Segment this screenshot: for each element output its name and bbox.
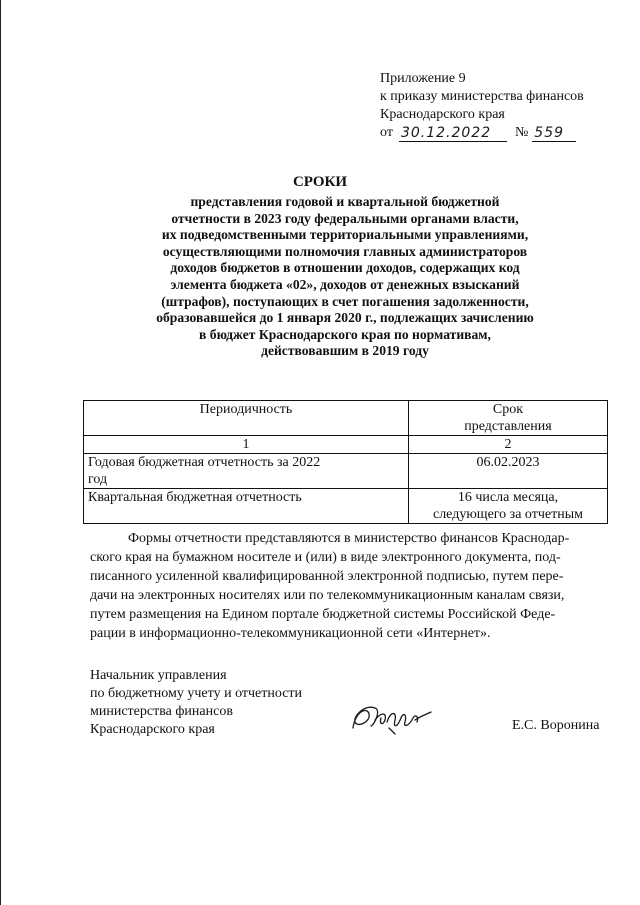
body-line: рации в информационно-телекоммуникационной сети «Интернет». — [90, 626, 491, 641]
number-label: № — [514, 125, 529, 140]
order-date-handwritten: 30.12.2022 — [399, 125, 507, 142]
from-label: от — [380, 125, 393, 140]
signoff-block — [90, 667, 302, 739]
signoff-position: Начальник управления — [90, 668, 227, 683]
document-subtitle — [110, 194, 580, 360]
signoff-ministry: министерства финансов — [90, 704, 233, 719]
appendix-order-ref: к приказу министерства финансов — [380, 89, 584, 104]
scan-edge-line — [0, 0, 1, 905]
appendix-region: Краснодарского края — [380, 107, 505, 122]
body-line: Формы отчетности представляются в министерство финансов Краснодар- — [128, 531, 570, 546]
body-line: путем размещения на Едином портале бюджетной системы Российской Феде- — [90, 607, 556, 622]
deadline-cell: 16 числа месяца, следующего за отчетным — [409, 489, 608, 524]
subtitle-line: их подведомственными территориальными управлениями, — [161, 227, 529, 243]
header-deadline: Срок представления — [409, 401, 608, 436]
subtitle-line: образовавшейся до 1 января 2020 г., подлежащих зачислению — [156, 310, 534, 326]
appendix-title: Приложение 9 — [380, 71, 466, 86]
signoff-department: по бюджетному учету и отчетности — [90, 686, 303, 701]
table-row — [84, 489, 608, 524]
signer-name: Е.С. Воронина — [512, 718, 600, 733]
table-row — [84, 454, 608, 489]
column-number: 2 — [409, 436, 608, 454]
subtitle-line: доходов бюджетов в отношении доходов, содержащих код — [170, 260, 520, 276]
handwritten-signature-icon — [345, 698, 435, 738]
subtitle-line: (штрафов), поступающих в счет погашения задолженности, — [161, 293, 529, 309]
subtitle-line: представления годовой и квартальной бюджетной — [190, 194, 500, 209]
appendix-order-date-number — [380, 124, 584, 142]
table-numbering-row — [84, 436, 608, 454]
order-number-handwritten: 559 — [532, 125, 576, 142]
body-paragraph — [90, 529, 612, 643]
period-cell: Квартальная бюджетная отчетность — [84, 489, 409, 524]
appendix-header — [380, 70, 584, 142]
body-line: дачи на электронных носителях или по телекоммуникационным каналам связи, — [90, 588, 565, 603]
subtitle-line: осуществляющими полномочия главных администраторов — [162, 243, 528, 259]
column-number: 1 — [84, 436, 409, 454]
subtitle-line: отчетности в 2023 году федеральными органами власти, — [171, 210, 519, 226]
subtitle-line: элемента бюджета «02», доходов от денежных взысканий — [170, 276, 520, 292]
body-line: писанного усиленной квалифицированной электронной подписью, путем пере- — [90, 569, 564, 584]
period-cell: Годовая бюджетная отчетность за 2022 год — [84, 454, 409, 489]
document-title: СРОКИ — [292, 174, 348, 190]
table-header-row — [84, 401, 608, 436]
deadlines-table — [83, 400, 608, 524]
header-periodicity: Периодичность — [84, 401, 409, 436]
subtitle-line: в бюджет Краснодарского края по нормативам, — [199, 326, 491, 342]
subtitle-line: действовавшим в 2019 году — [261, 343, 429, 359]
signoff-region: Краснодарского края — [90, 722, 215, 737]
body-line: ского края на бумажном носителе и (или) в виде электронного документа, под- — [90, 550, 561, 565]
deadline-cell: 06.02.2023 — [409, 454, 608, 489]
